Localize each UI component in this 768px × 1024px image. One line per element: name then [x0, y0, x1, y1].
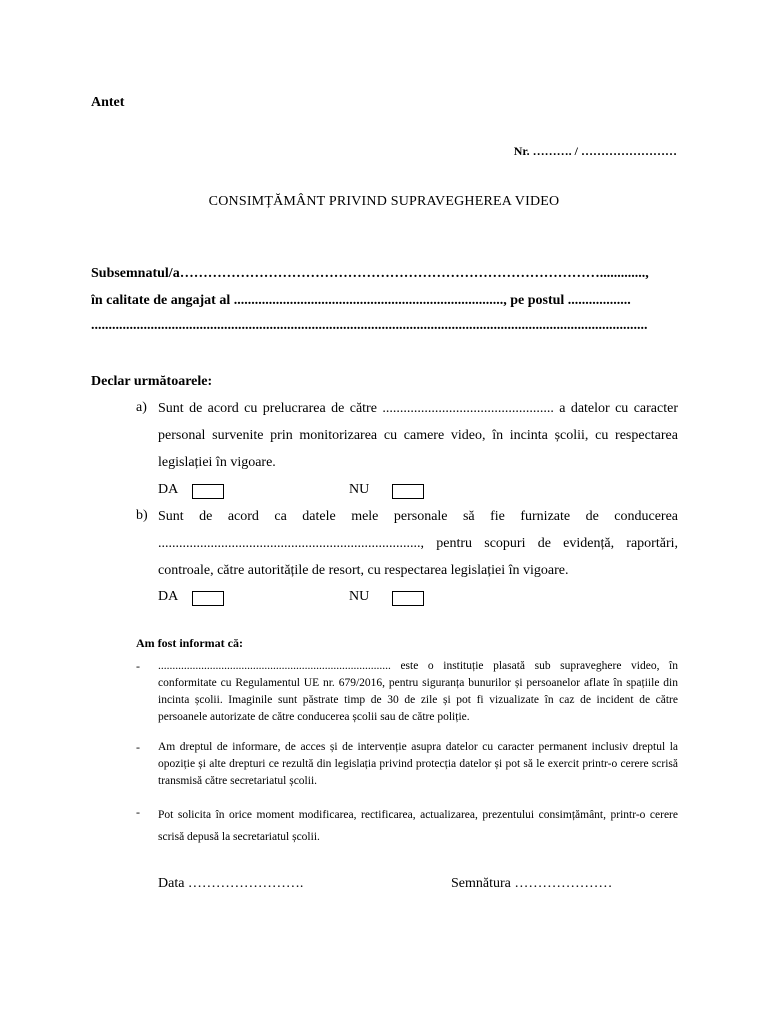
signature-name: Semnătura ………………… [451, 876, 613, 891]
declar-item-a-nu-checkbox[interactable] [392, 484, 424, 499]
declar-item-a-marker: a) [136, 400, 147, 415]
informed-item-3-dash: - [136, 805, 140, 819]
signature-date: Data ……………………. [158, 876, 304, 891]
informed-item-3-text: Pot solicita în orice moment modificarea, rectificarea, actualizarea, prezentului consimțământ, printr-o cerere scrisă depusă la secretariatul școlii. [158, 809, 678, 843]
field-subsemnatul: Subsemnatul/a………………………………………………………………………………............., [91, 266, 649, 281]
declar-item-a-da-checkbox[interactable] [192, 484, 224, 499]
declar-item-b-marker: b) [136, 508, 148, 523]
declar-item-b-nu-label: NU [349, 589, 370, 604]
declar-item-b-da-label: DA [158, 589, 179, 604]
informed-heading: Am fost informat că: [136, 636, 243, 650]
informed-item-2-dash: - [136, 740, 140, 754]
declar-item-a-text: Sunt de acord cu prelucrarea de către ................................................. a datelor cu caracter personal survenite prin monitorizarea cu camere video, în incinta școlii, cu respectarea legislației în vigoare. [158, 401, 678, 470]
document-number: Nr. ………. / …………………… [513, 144, 677, 158]
field-dotted-line: ............................................................................................................................................................... [91, 318, 648, 333]
informed-item-1-text: ................................................................................. este o instituție plasată sub supraveghere video, în conformitate cu Regulamentul UE nr. 679/2016, pentru siguranța bunurilor și persoanelor aflate în spațiile din incinta școlii. Imaginile sunt păstrate timp de 30 de zile și pot fi vizualizate în caz de incident de către persoanele autorizate de către conducerea școlii sau de către poliție. [158, 660, 678, 723]
field-calitate: în calitate de angajat al ............................................................................., pe postul .................. [91, 293, 631, 308]
header-antet: Antet [91, 95, 125, 110]
declar-heading: Declar următoarele: [91, 374, 213, 389]
declar-item-b-nu-checkbox[interactable] [392, 591, 424, 606]
declar-item-b-da-checkbox[interactable] [192, 591, 224, 606]
document-title: CONSIMȚĂMÂNT PRIVIND SUPRAVEGHEREA VIDEO [208, 194, 560, 209]
informed-item-1-dash: - [136, 659, 140, 673]
declar-item-a-nu-label: NU [349, 482, 370, 497]
declar-item-a-da-label: DA [158, 482, 179, 497]
informed-item-2-text: Am dreptul de informare, de acces și de intervenție asupra datelor cu caracter permanent inclusiv dreptul la opoziție și alte drepturi ce rezultă din legislația privind protecția datelor și pot să le exercit printr-o cerere scrisă transmisă către secretariatul școlii. [158, 741, 678, 787]
declar-item-b-text: Sunt de acord ca datele mele personale să fie furnizate de conducerea ..........................................................................., pentru scopuri de evidență, raportări, controale, către autoritățile de resort, cu respectarea legislației în vigoare. [158, 509, 678, 578]
